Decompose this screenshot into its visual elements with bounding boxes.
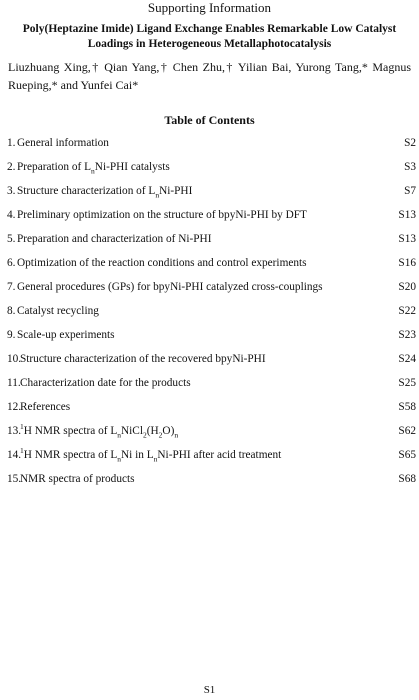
- toc-entry-title: Catalyst recycling: [17, 305, 99, 317]
- toc-entry-title: $^1$H NMR spectra of $L_nNiCl_2(H_2O)_n$: [20, 422, 179, 440]
- toc-entry-title: Structure characterization of the recovered bpyNi-PHI: [20, 353, 266, 365]
- toc-entry-title: Characterization date for the products: [20, 377, 191, 389]
- toc-entry-number: 11.: [7, 377, 21, 389]
- toc-entry-page: S3: [404, 161, 416, 173]
- toc-entry-title: Preparation and characterization of Ni-PHI: [17, 233, 212, 245]
- toc-entry: [0, 419, 419, 443]
- toc-entry-page: S23: [398, 329, 416, 341]
- toc-entry-number: 9.: [7, 329, 16, 341]
- toc-entry: [0, 467, 419, 491]
- toc-entry-title: Structure characterization of $L_nNi$-PHI: [17, 185, 193, 200]
- toc-entry-title: References: [20, 401, 71, 413]
- toc-entry: [0, 371, 419, 395]
- toc-entry-title: Preparation of $L_nNi$-PHI catalysts: [17, 161, 170, 176]
- toc-entry-page: S22: [398, 305, 416, 317]
- toc-entry-number: 15.: [7, 473, 22, 485]
- toc-entry-page: S13: [398, 233, 416, 245]
- toc-entry: [0, 203, 419, 227]
- toc-entry-number: 7.: [7, 281, 16, 293]
- toc-entry-page: S62: [398, 425, 416, 437]
- toc-entry-page: S2: [404, 137, 416, 149]
- toc-entry-page: S13: [398, 209, 416, 221]
- page-number: S1: [203, 684, 216, 696]
- toc-entry-title: Preliminary optimization on the structure of bpyNi-PHI by DFT: [17, 209, 307, 221]
- toc-entry-page: S58: [398, 401, 416, 413]
- toc-entry-page: S7: [404, 185, 416, 197]
- toc-heading: Table of Contents: [164, 113, 255, 127]
- toc-entry-page: S68: [398, 473, 416, 485]
- toc-entry-number: 10.: [7, 353, 22, 365]
- document-header: Supporting Information: [147, 0, 272, 15]
- toc-entry: [0, 299, 419, 323]
- toc-entry-title: General procedures (GPs) for bpyNi-PHI catalyzed cross-couplings: [17, 281, 323, 293]
- toc-entry: [0, 443, 419, 467]
- toc-entry-number: 4.: [7, 209, 16, 221]
- toc-entry: [0, 155, 419, 179]
- toc-entry: [0, 179, 419, 203]
- toc-entry-page: S24: [398, 353, 416, 365]
- toc-entry-number: 6.: [7, 257, 16, 269]
- paper-title: Poly(Heptazine Imide) Ligand Exchange Enables Remarkable Low Catalyst Loadings in Heterogeneous Metallaphotocatalysis: [22, 23, 397, 50]
- toc-entry-number: 3.: [7, 185, 16, 197]
- toc-entry-number: 5.: [7, 233, 16, 245]
- toc-entry: [0, 275, 419, 299]
- toc-entry: [0, 395, 419, 419]
- toc-entry-page: S25: [398, 377, 416, 389]
- toc-entry-number: 13.: [7, 425, 22, 437]
- toc-entry-title: Optimization of the reaction conditions and control experiments: [17, 257, 307, 269]
- toc-entry-number: 8.: [7, 305, 16, 317]
- toc-entry-title: Scale-up experiments: [17, 329, 115, 341]
- toc-entry-page: S65: [398, 449, 416, 461]
- toc-entry: [0, 227, 419, 251]
- toc-entry: [0, 323, 419, 347]
- toc-entry: [0, 347, 419, 371]
- toc-entry-number: 1.: [7, 137, 16, 149]
- toc-entry: [0, 131, 419, 155]
- toc-entry: [0, 251, 419, 275]
- toc-entry-title: General information: [17, 137, 109, 149]
- toc-entry-page: S20: [398, 281, 416, 293]
- toc-entry-title: $^1$H NMR spectra of $L_nNi$ in $L_nNi$-PHI after acid treatment: [20, 446, 282, 464]
- toc-entry-title: NMR spectra of products: [20, 473, 135, 485]
- author-list: Liuzhuang Xing,† Qian Yang,† Chen Zhu,† Yilian Bai, Yurong Tang,* Magnus Rueping,* and Yunfei Cai*: [8, 60, 411, 92]
- toc-entry-number: 12.: [7, 401, 22, 413]
- toc-entry-number: 2.: [7, 161, 16, 173]
- toc-entry-number: 14.: [7, 449, 22, 461]
- toc-entry-page: S16: [398, 257, 416, 269]
